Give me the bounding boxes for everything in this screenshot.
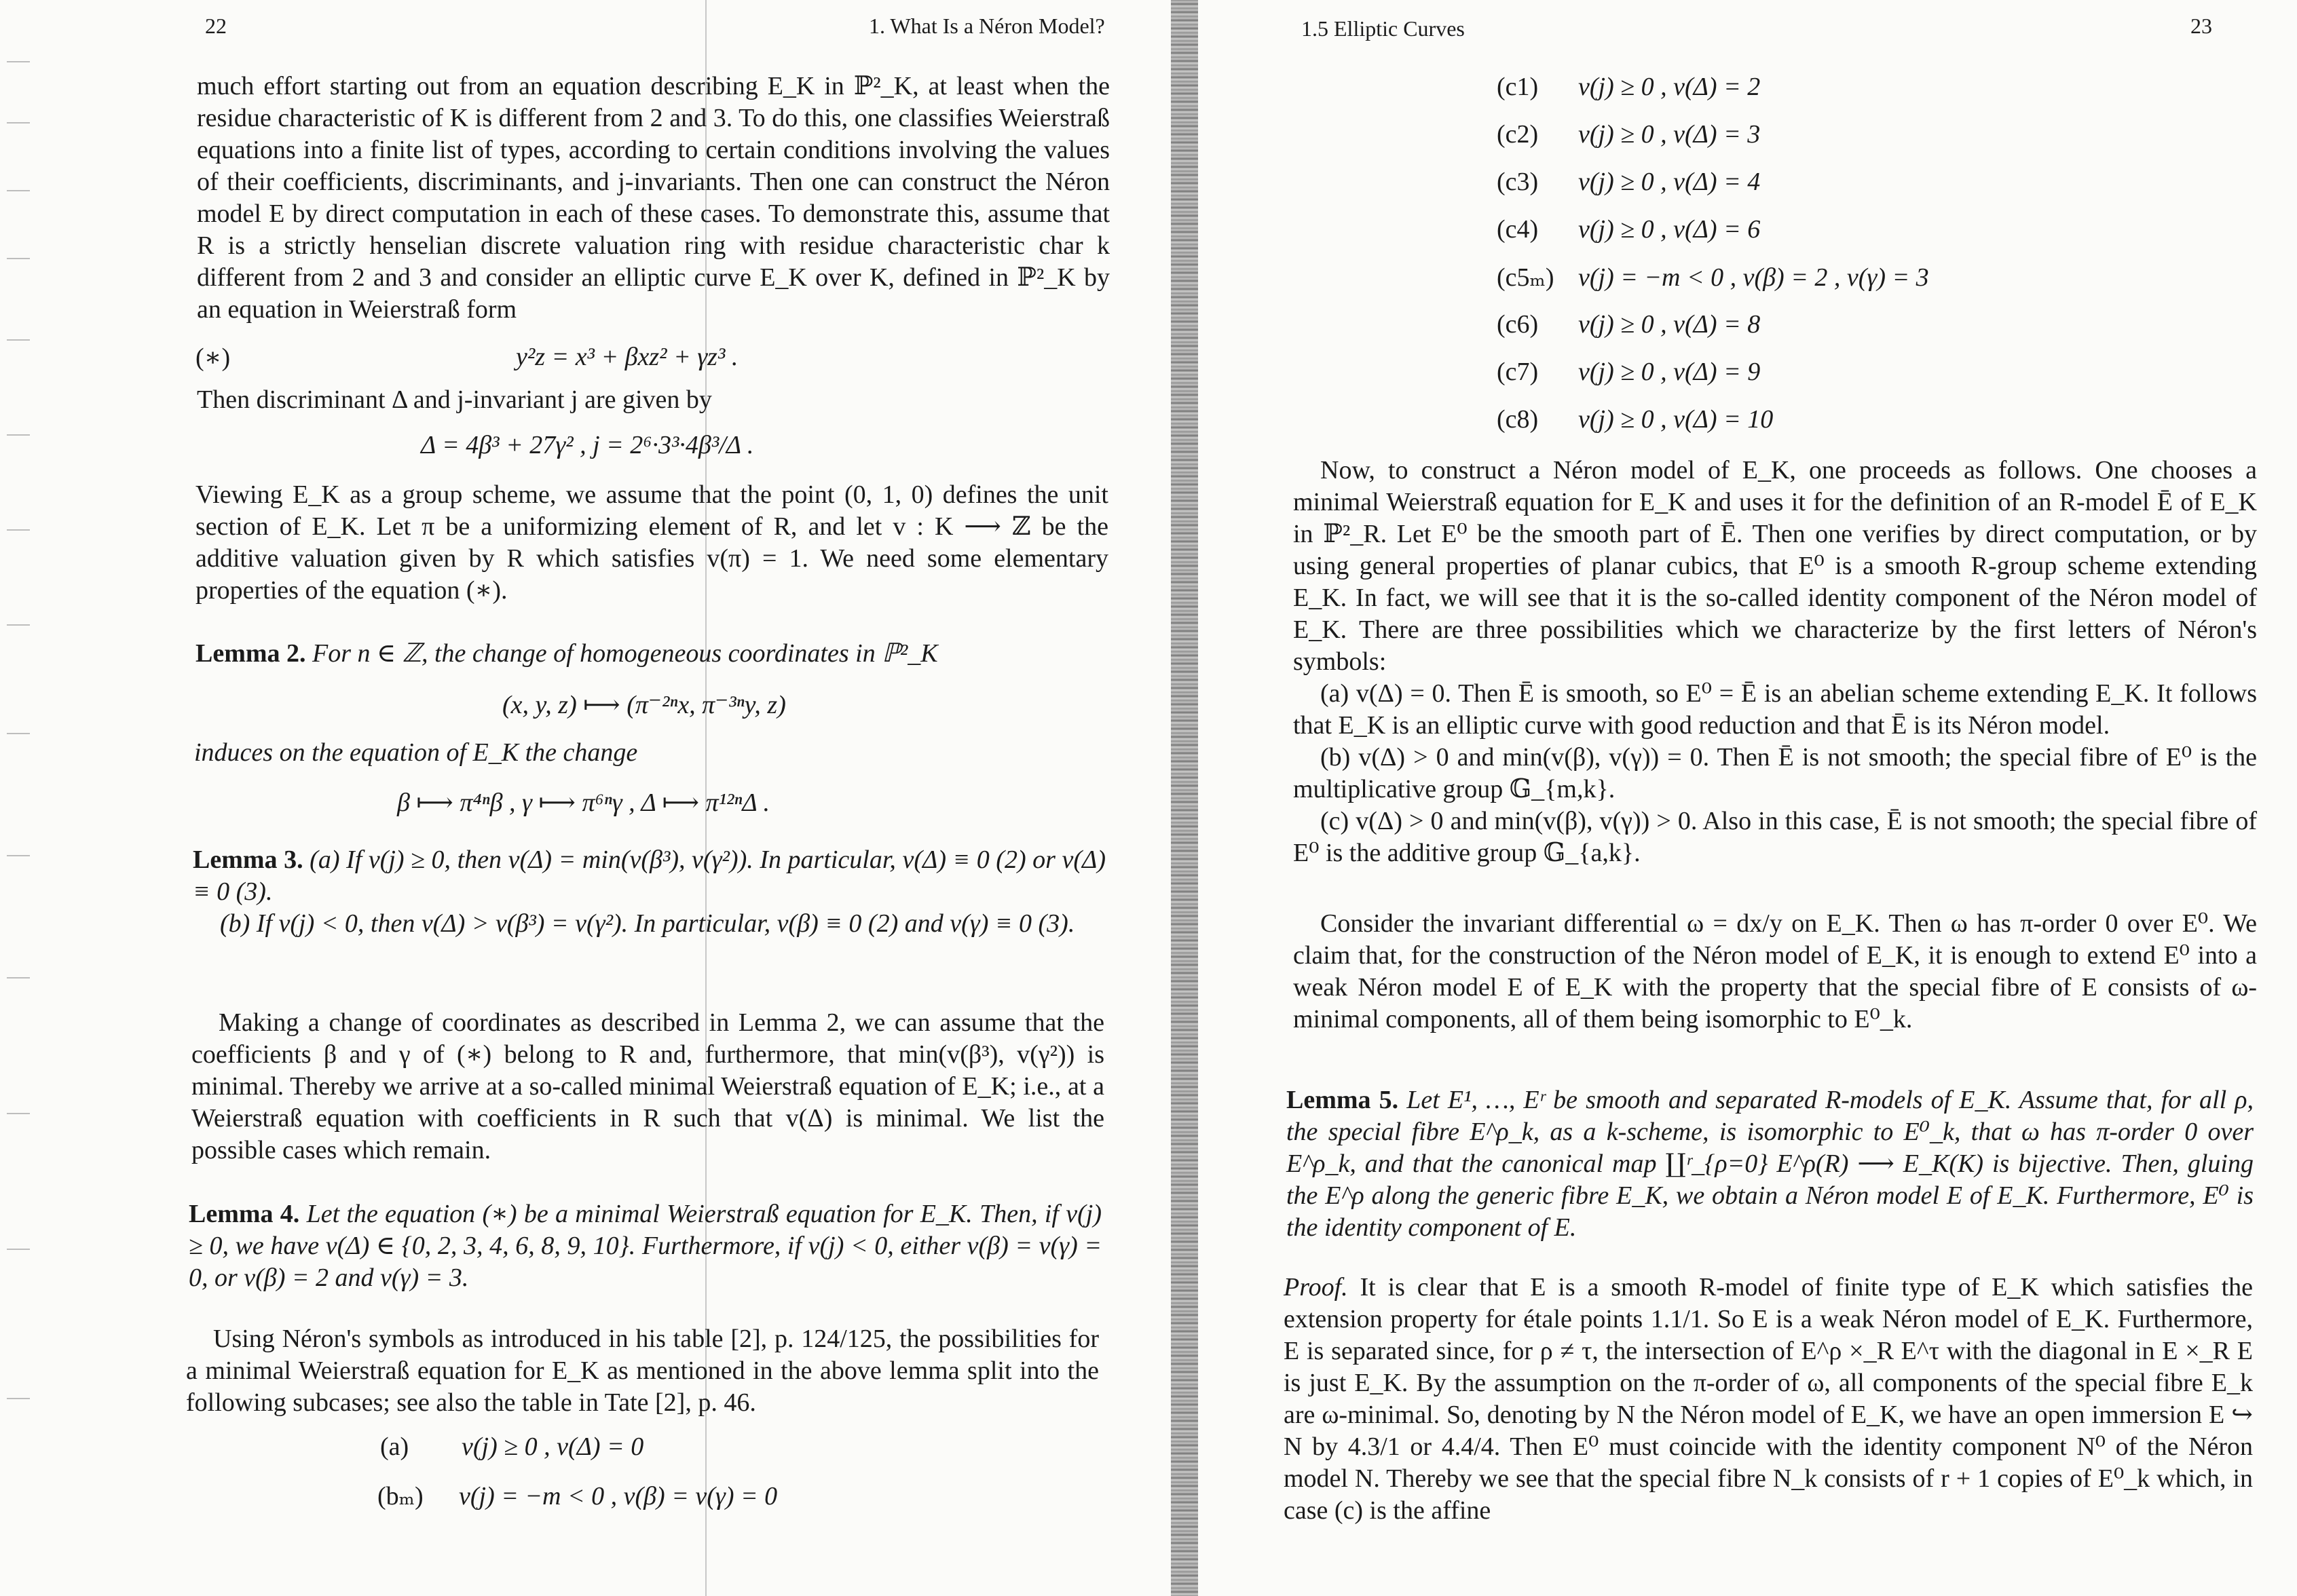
case-row [1497, 357, 1760, 387]
edge-mark [7, 733, 30, 734]
case-label: (c4) [1497, 215, 1539, 244]
lemma-title: Lemma 4. [189, 1200, 300, 1228]
case-row [1497, 167, 1760, 197]
edge-mark [7, 1113, 30, 1114]
case-condition: v(j) ≥ 0 , v(Δ) = 4 [1578, 168, 1761, 196]
edge-mark [7, 624, 30, 626]
edge-mark [7, 190, 30, 191]
group-scheme-paragraph: Viewing E_K as a group scheme, we assume that the point (0, 1, 0) defines the unit section of E_K. Let π be a uniformizing element of R, and let v : K ⟶ ℤ be the additive valuation given by R which satisfies v(π) = 1. We need some elementary properties of the equation (∗). [195, 480, 1108, 605]
edge-mark [7, 122, 30, 124]
case-row [1497, 214, 1760, 244]
case-row [1497, 404, 1773, 434]
proof-text: It is clear that E is a smooth R-model of finite type of E_K which satisfies the extension property for étale points 1.1/1. So E is a weak Néron model of E_K. Furthermore, E is separated since, for ρ ≠ τ, the intersection of E^ρ ×_R E^τ with the diagonal in E ×_R E is just E_K. By the assumption on the π-order of ω, all components of the special fibre E_k are ω-minimal. So, denoting by N the Néron model of E_K, we have an open immersion E ↪ N by 4.3/1 or 4.4/4. Then E⁰ must coincide with the identity component N⁰ of the Néron model N. Thereby we see that the special fibre N_k consists of r + 1 copies of E⁰_k which, in case (c) is the affine [1284, 1273, 2254, 1525]
edge-mark [7, 529, 30, 531]
lemma-3-part-a: (a) If v(j) ≥ 0, then v(Δ) = min(v(β³), v(γ²)). In particular, v(Δ) ≡ 0 (2) or v(Δ) ≡ 0 (3). [193, 846, 1106, 906]
lemma-3 [193, 844, 1106, 940]
coefficient-change-equation: β ⟼ π⁴ⁿβ , γ ⟼ π⁶ⁿγ , Δ ⟼ π¹²ⁿΔ . [397, 788, 770, 817]
case-a-paragraph: (a) v(Δ) = 0. Then Ē is smooth, so E⁰ = Ē is an abelian scheme extending E_K. It follows that E_K is an elliptic curve with good reduction and that Ē is its Néron model. [1293, 679, 2257, 740]
lemma-title: Lemma 3. [193, 846, 303, 874]
page-number: 23 [2190, 14, 2212, 38]
case-label: (c8) [1497, 405, 1539, 434]
case-label: (c3) [1497, 168, 1539, 196]
page-number: 22 [205, 14, 227, 38]
case-row [380, 1432, 643, 1462]
case-condition: v(j) ≥ 0 , v(Δ) = 6 [1578, 215, 1761, 244]
discriminant-paragraph: Then discriminant Δ and j-invariant j are given by [197, 385, 712, 414]
proof [1284, 1272, 2253, 1527]
lemma-title: Lemma 2. [195, 639, 306, 668]
case-label: (c6) [1497, 310, 1539, 339]
case-c-paragraph: (c) v(Δ) > 0 and min(v(β), v(γ)) > 0. Also in this case, Ē is not smooth; the special fibre of E⁰ is the additive group 𝔾_{a,k}. [1293, 807, 2257, 867]
construction-paragraph: Now, to construct a Néron model of E_K, one proceeds as follows. One chooses a minimal Weierstraß equation for E_K and uses it for the definition of an R-model Ē of E_K in ℙ²_R. Let E⁰ be the smooth part of Ē. Then one verifies by direct computation, or by using general properties of planar cubics, that E⁰ is a smooth R-group scheme extending E_K. In fact, we will see that it is the so-called identity component of the Néron model of E_K. There are three possibilities which we characterize by the first letters of Néron's symbols: (a) v(Δ) = 0. Then Ē is smooth, so E⁰ = Ē is an abelian scheme extending E_K. It follows that E_K is an elliptic curve with good reduction and that Ē is its Néron model. (b) v(Δ) > 0 and min(v(β), v(γ)) = 0. Then Ē is not smooth; the special fibre of E⁰ is the multiplicative group 𝔾_{m,k}. (c) v(Δ) > 0 and min(v(β), v(γ)) > 0. Also in this case, Ē is not smooth; the special fibre of E⁰ is the additive group 𝔾_{a,k}. [1293, 455, 2257, 869]
edge-mark [7, 1249, 30, 1250]
running-head: 1.5 Elliptic Curves [1301, 16, 1465, 41]
lemma-5 [1286, 1084, 2254, 1244]
proof-title: Proof. [1284, 1273, 1348, 1302]
running-head: 1. What Is a Néron Model? [869, 14, 1105, 38]
intro-paragraph: much effort starting out from an equation describing E_K in ℙ²_K, at least when the residue characteristic of K is different from 2 and 3. To do this, one classifies Weierstraß equations into a finite list of types, according to certain conditions involving the values of their coefficients, discriminants, and j-invariants. Then one can construct the Néron model E by direct computation in each of these cases. To demonstrate this, assume that R is a strictly henselian discrete valuation ring with residue characteristic char k different from 2 and 3 and consider an elliptic curve E_K over K, defined in ℙ²_K by an equation in Weierstraß form [197, 72, 1110, 324]
lemma-4 [189, 1198, 1102, 1294]
lemma-text: Let the equation (∗) be a minimal Weierstraß equation for E_K. Then, if v(j) ≥ 0, we have v(Δ) ∈ {0, 2, 3, 4, 6, 8, 9, 10}. Furthermore, if v(j) < 0, either v(β) = v(γ) = 0, or v(β) = 2 and v(γ) = 3. [189, 1200, 1102, 1292]
case-row [1497, 262, 1929, 292]
equation-label: (∗) [195, 343, 231, 372]
case-b-paragraph: (b) v(Δ) > 0 and min(v(β), v(γ)) = 0. Then Ē is not smooth; the special fibre of E⁰ is the multiplicative group 𝔾_{m,k}. [1293, 743, 2257, 803]
edge-mark [7, 434, 30, 436]
case-label: (c1) [1497, 73, 1539, 101]
case-condition: v(j) ≥ 0 , v(Δ) = 2 [1578, 73, 1761, 101]
case-label: (c5ₘ) [1497, 263, 1554, 292]
case-condition: v(j) ≥ 0 , v(Δ) = 3 [1578, 120, 1761, 149]
lemma-3-part-b: (b) If v(j) < 0, then v(Δ) > v(β³) = v(γ²). In particular, v(β) ≡ 0 (2) and v(γ) ≡ 0 (3). [220, 909, 1075, 938]
case-row [1497, 72, 1760, 102]
case-condition: v(j) ≥ 0 , v(Δ) = 9 [1578, 358, 1761, 386]
edge-mark [7, 977, 30, 978]
lemma-2-continuation: induces on the equation of E_K the change [194, 738, 638, 767]
discriminant-equation: Δ = 4β³ + 27γ² , j = 2⁶·3³·4β³/Δ . [421, 431, 754, 459]
neron-symbols-paragraph: Using Néron's symbols as introduced in his table [2], p. 124/125, the possibilities for a minimal Weierstraß equation for E_K as mentioned in the above lemma split into the following subcases; see also the table in Tate [2], p. 46. [186, 1325, 1099, 1417]
right-page [1198, 0, 2297, 1596]
edge-mark [7, 258, 30, 259]
lemma-text: Let E¹, …, Eʳ be smooth and separated R-models of E_K. Assume that, for all ρ, the special fibre E^ρ_k, as a k-scheme, is isomorphic to E⁰_k, that ω has π-order 0 over E^ρ_k, and that the canonical map ∐ʳ_{ρ=0} E^ρ(R) ⟶ E_K(K) is bijective. Then, gluing the E^ρ along the generic fibre E_K, we obtain a Néron model E of E_K. Furthermore, E⁰ is the identity component of E. [1286, 1086, 2254, 1242]
case-row [1497, 309, 1760, 339]
lemma-title: Lemma 5. [1286, 1086, 1399, 1114]
invariant-differential-paragraph: Consider the invariant differential ω = dx/y on E_K. Then ω has π-order 0 over E⁰. We claim that, for the construction of the Néron model of E_K, it is enough to extend E⁰ into a weak Néron model E of E_K with the property that the special fibre of E consists of ω-minimal components, all of them being isomorphic to E⁰_k. [1293, 909, 2257, 1033]
case-label: (c2) [1497, 120, 1539, 149]
case-row [1497, 119, 1760, 149]
coordinate-change-equation: (x, y, z) ⟼ (π⁻²ⁿx, π⁻³ⁿy, z) [502, 691, 786, 719]
case-condition: v(j) = −m < 0 , v(β) = 2 , v(γ) = 3 [1578, 263, 1929, 292]
case-row [377, 1481, 777, 1511]
weierstrass-equation: y²z = x³ + βxz² + γz³ . [516, 343, 739, 371]
case-condition: v(j) ≥ 0 , v(Δ) = 8 [1578, 310, 1761, 339]
case-label: (a) [380, 1432, 409, 1461]
case-label: (bₘ) [377, 1482, 424, 1510]
edge-mark [7, 61, 30, 62]
lemma-text: For n ∈ ℤ, the change of homogeneous coordinates in ℙ²_K [312, 639, 938, 668]
case-condition: v(j) = −m < 0 , v(β) = v(γ) = 0 [459, 1482, 778, 1510]
edge-mark [7, 339, 30, 341]
lemma-2 [195, 638, 1108, 670]
case-condition: v(j) ≥ 0 , v(Δ) = 10 [1578, 405, 1774, 434]
case-condition: v(j) ≥ 0 , v(Δ) = 0 [462, 1432, 644, 1461]
case-label: (c7) [1497, 358, 1539, 386]
edge-mark [7, 1398, 30, 1399]
minimal-equation-paragraph: Making a change of coordinates as described in Lemma 2, we can assume that the coefficients β and γ of (∗) belong to R and, furthermore, that min(v(β³), v(γ²)) is minimal. Thereby we arrive at a so-called minimal Weierstraß equation of E_K; i.e., at a Weierstraß equation with coefficients in R such that v(Δ) is minimal. We list the possible cases which remain. [191, 1008, 1104, 1164]
edge-mark [7, 855, 30, 856]
